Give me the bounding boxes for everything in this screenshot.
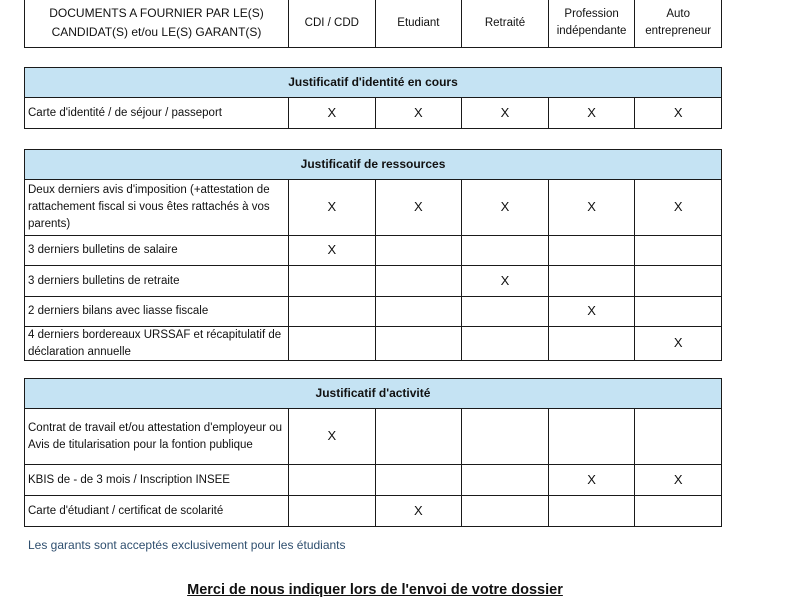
column-header-label-line2: indépendante <box>556 25 627 37</box>
column-header-label: Auto <box>666 8 690 21</box>
check-mark <box>289 465 376 496</box>
check-mark <box>375 297 462 327</box>
check-mark: X <box>548 98 635 129</box>
check-mark <box>375 327 462 361</box>
check-mark: X <box>375 98 462 129</box>
check-mark <box>635 409 722 465</box>
documents-title-line1: DOCUMENTS A FOURNIER PAR LE(S) <box>49 6 264 21</box>
section-ressources <box>24 149 722 361</box>
check-mark: X <box>289 409 376 465</box>
table-row <box>25 327 722 361</box>
check-mark <box>635 266 722 297</box>
check-mark <box>462 465 549 496</box>
check-mark <box>548 236 635 266</box>
column-header-etudiant <box>375 0 462 48</box>
check-mark: X <box>548 297 635 327</box>
check-mark <box>289 327 376 361</box>
check-mark <box>635 236 722 266</box>
check-mark <box>289 266 376 297</box>
check-mark: X <box>289 236 376 266</box>
column-header-label: Profession <box>564 8 619 21</box>
header-row <box>25 0 722 48</box>
check-mark <box>375 236 462 266</box>
check-mark <box>462 496 549 527</box>
check-mark <box>375 409 462 465</box>
check-mark <box>548 409 635 465</box>
header-table <box>24 0 722 48</box>
section-activite <box>24 378 722 527</box>
check-mark <box>462 297 549 327</box>
check-mark <box>548 266 635 297</box>
check-mark <box>462 409 549 465</box>
row-label: Carte d'étudiant / certificat de scolarité <box>25 496 289 527</box>
section-identite <box>24 67 722 129</box>
column-header-cdi-cdd <box>289 0 376 48</box>
section-title: Justificatif d'identité en cours <box>25 68 722 98</box>
check-mark: X <box>635 98 722 129</box>
check-mark <box>635 297 722 327</box>
row-label: 4 derniers bordereaux URSSAF et récapitulatif de déclaration annuelle <box>25 327 289 361</box>
table-row <box>25 266 722 297</box>
column-header-label: CDI / CDD <box>304 16 359 29</box>
documents-title <box>25 0 289 48</box>
table-row <box>25 496 722 527</box>
column-header-profession-independante <box>548 0 635 48</box>
column-header-auto-entrepreneur <box>635 0 722 48</box>
column-header-label: Etudiant <box>397 16 440 29</box>
row-label: KBIS de - de 3 mois / Inscription INSEE <box>25 465 289 496</box>
check-mark <box>462 236 549 266</box>
check-mark: X <box>289 98 376 129</box>
check-mark: X <box>375 496 462 527</box>
check-mark: X <box>462 98 549 129</box>
row-label: Contrat de travail et/ou attestation d'employeur ou Avis de titularisation pour la fontion publique <box>25 409 289 465</box>
check-mark <box>548 496 635 527</box>
check-mark <box>289 496 376 527</box>
check-mark: X <box>635 327 722 361</box>
table-row <box>25 98 722 129</box>
check-mark: X <box>375 180 462 236</box>
row-label: Deux derniers avis d'imposition (+attestation de rattachement fiscal si vous êtes rattachés à vos parents) <box>25 180 289 236</box>
table-row <box>25 465 722 496</box>
row-label: 2 derniers bilans avec liasse fiscale <box>25 297 289 327</box>
check-mark <box>289 297 376 327</box>
check-mark: X <box>289 180 376 236</box>
check-mark: X <box>635 180 722 236</box>
section-title: Justificatif d'activité <box>25 379 722 409</box>
row-label: 3 derniers bulletins de salaire <box>25 236 289 266</box>
row-label: 3 derniers bulletins de retraite <box>25 266 289 297</box>
garants-note: Les garants sont acceptés exclusivement pour les étudiants <box>28 538 346 552</box>
check-mark <box>375 465 462 496</box>
check-mark: X <box>548 180 635 236</box>
check-mark <box>375 266 462 297</box>
check-mark <box>548 327 635 361</box>
footer-message: Merci de nous indiquer lors de l'envoi de votre dossier <box>187 582 563 598</box>
column-header-label-line2: entrepreneur <box>645 25 712 37</box>
check-mark: X <box>462 180 549 236</box>
check-mark: X <box>635 465 722 496</box>
row-label: Carte d'identité / de séjour / passeport <box>25 98 289 129</box>
check-mark: X <box>548 465 635 496</box>
section-title: Justificatif de ressources <box>25 150 722 180</box>
table-row <box>25 297 722 327</box>
table-row <box>25 409 722 465</box>
column-header-label: Retraité <box>484 16 526 29</box>
check-mark <box>635 496 722 527</box>
column-header-retraite <box>462 0 549 48</box>
table-row <box>25 180 722 236</box>
documents-title-line2: CANDIDAT(S) et/ou LE(S) GARANT(S) <box>51 25 262 39</box>
table-row <box>25 236 722 266</box>
check-mark: X <box>462 266 549 297</box>
check-mark <box>462 327 549 361</box>
